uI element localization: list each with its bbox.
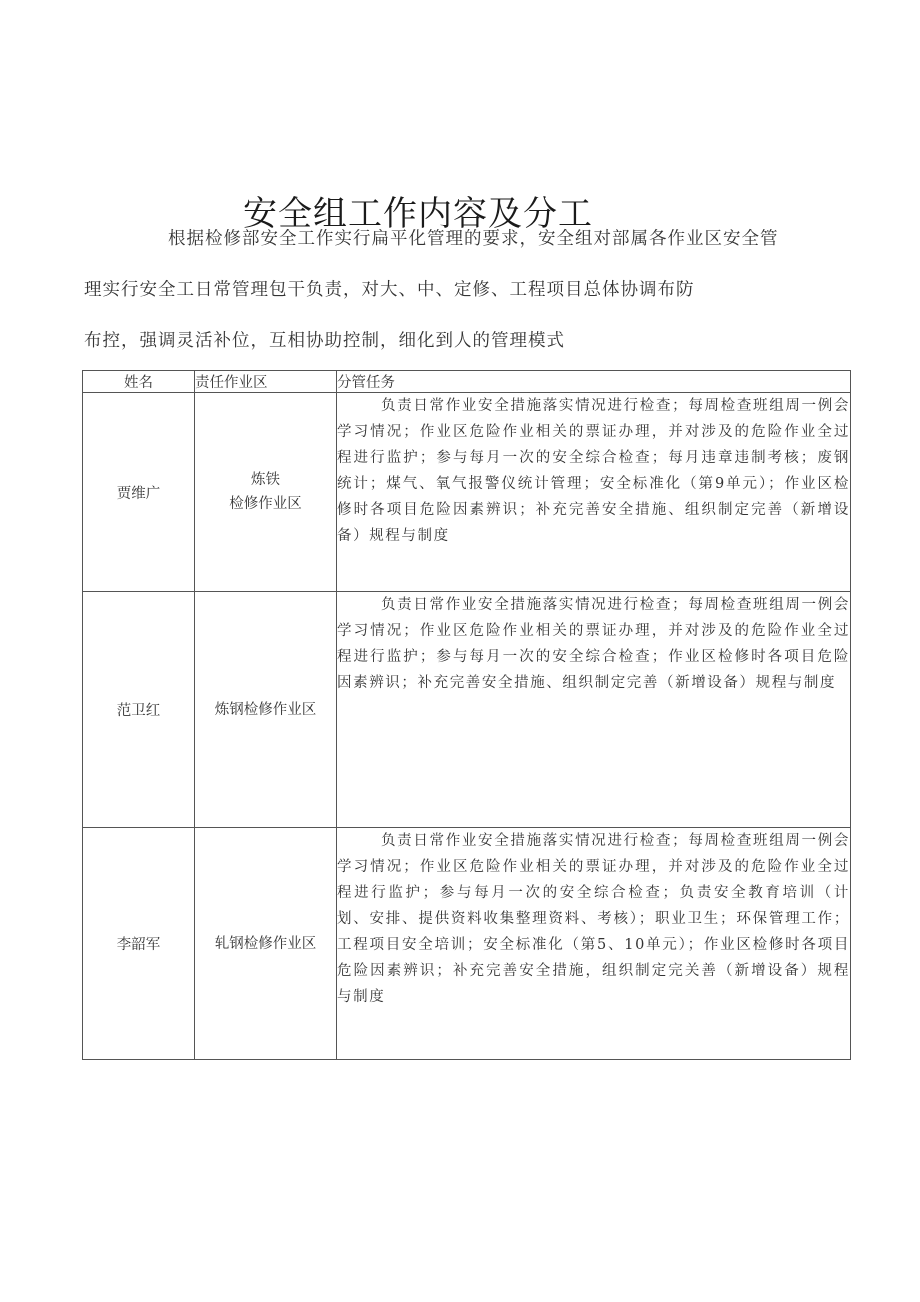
- person-name: 贾维广: [83, 393, 195, 592]
- intro-line: 布控，强调灵活补位，互相协助控制，细化到人的管理模式: [84, 331, 565, 351]
- work-area: [195, 592, 337, 828]
- work-area-line: 轧钢检修作业区: [214, 935, 317, 952]
- document-title: 安全组工作内容及分工: [243, 193, 593, 234]
- header-name: 姓名: [83, 371, 195, 393]
- work-area: [195, 393, 337, 592]
- work-area-line: 检修作业区: [229, 496, 302, 512]
- task-text: 负责日常作业安全措施落实情况进行检查；每周检查班组周一例会学习情况；作业区危险作业相关的票证办理，并对涉及的危险作业全过程进行监护；参与每月一次的安全综合检查；负责安全教育培训（计划、安排、提供资料收集整理资料、考核）；职业卫生；环保管理工作；工程项目安全培训；安全标准化（第5、10单元）；作业区检修时各项目危险因素辨识；补充完善安全措施，组织制定完关善（新增设备）规程与制度: [337, 833, 850, 1005]
- person-name: 范卫红: [83, 592, 195, 828]
- task-description: [337, 393, 851, 592]
- work-area-line: 炼铁: [251, 472, 280, 488]
- task-description: [337, 592, 851, 828]
- responsibility-table: [82, 370, 851, 1060]
- header-task: 分管任务: [337, 371, 851, 393]
- table-row: [83, 393, 851, 592]
- table-row: [83, 592, 851, 828]
- header-area: 责任作业区: [195, 371, 337, 393]
- table-header-row: [83, 371, 851, 393]
- intro-line: 根据检修部安全工作实行扁平化管理的要求，安全组对部属各作业区安全管: [168, 229, 779, 249]
- table-row: [83, 828, 851, 1060]
- intro-paragraph: [84, 224, 854, 377]
- intro-line: 理实行安全工日常管理包干负责，对大、中、定修、工程项目总体协调布防: [84, 280, 695, 300]
- task-text: 负责日常作业安全措施落实情况进行检查；每周检查班组周一例会学习情况；作业区危险作业相关的票证办理，并对涉及的危险作业全过程进行监护；参与每月一次的安全综合检查；作业区检修时各项目危险因素辨识；补充完善安全措施、组织制定完善（新增设备）规程与制度: [337, 597, 850, 691]
- task-text: 负责日常作业安全措施落实情况进行检查；每周检查班组周一例会学习情况；作业区危险作业相关的票证办理，并对涉及的危险作业全过程进行监护；参与每月一次的安全综合检查；每月违章违制考核；废钢统计；煤气、氧气报警仪统计管理；安全标准化（第9单元）；作业区检修时各项目危险因素辨识；补充完善安全措施、组织制定完善（新增设备）规程与制度: [337, 398, 850, 544]
- person-name: 李韶军: [83, 828, 195, 1060]
- task-description: [337, 828, 851, 1060]
- work-area: [195, 828, 337, 1060]
- work-area-line: 炼钢检修作业区: [214, 701, 317, 718]
